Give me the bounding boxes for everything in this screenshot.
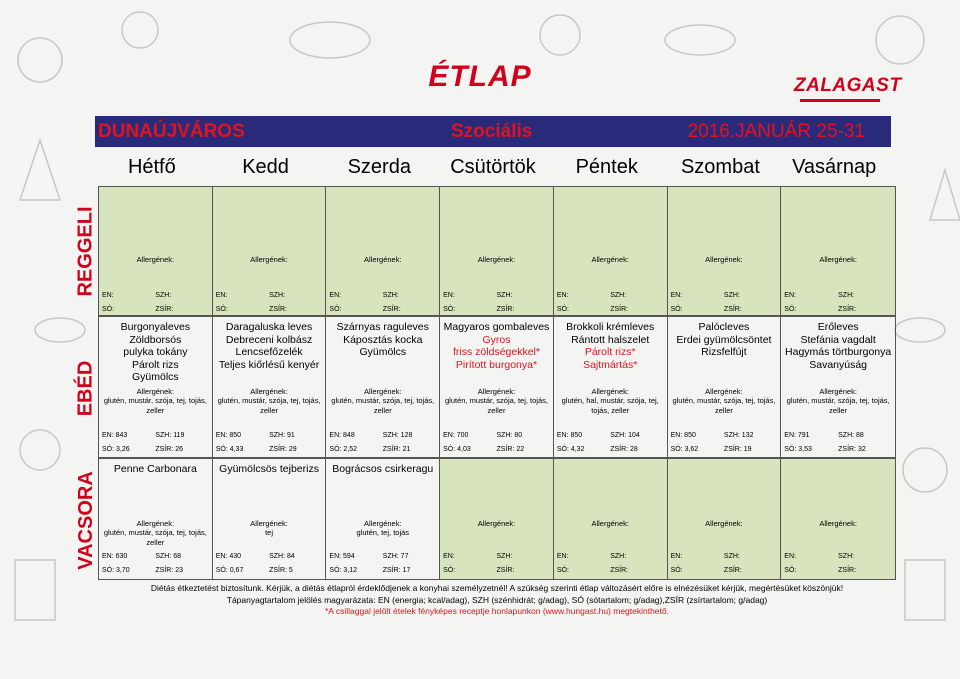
allergen-list: glutén, mustár, szója, tej, tojás, zeller: [445, 396, 548, 415]
nutrition-label: ZSÍR: 32: [838, 446, 866, 453]
allergen-label: Allergének:: [250, 519, 288, 528]
ebed-row: [98, 316, 896, 458]
nutrition-row: [443, 553, 550, 560]
nutrition-label: SZH: 84: [269, 553, 295, 560]
menu-cell: [554, 187, 668, 315]
nutrition-label: ZSÍR:: [838, 567, 857, 574]
nutrition-label: SÓ:: [443, 567, 456, 574]
menu-cell: [99, 317, 213, 457]
nutrition-label: SÓ: 0,67: [215, 567, 244, 574]
dish-line: Gyros: [482, 333, 511, 346]
nutrition-label: EN:: [102, 292, 114, 299]
nutrition-row: [784, 553, 892, 560]
nutrition-label: ZSÍR:: [838, 306, 857, 313]
nutrition-label: SÓ: 2,52: [329, 446, 358, 453]
allergen-list: glutén, mustár, szója, tej, tojás, zeller: [672, 396, 776, 415]
nutrition-label: SZH: 91: [269, 432, 295, 439]
nutrition-label: ZSÍR: 5: [269, 567, 293, 574]
nutrition-row: [443, 292, 550, 299]
allergen-label: Allergének:: [591, 387, 629, 396]
menu-cell: [668, 187, 782, 315]
nutrition-row: [443, 306, 550, 313]
footer-recipe-note: *A csillaggal jelölt ételek fényképes receptje honlapunkon (www.hungast.hu) megtekinthető.: [325, 606, 669, 616]
nutrition-label: SZH: 80: [496, 432, 523, 439]
nutrition-label: ZSÍR: 26: [155, 446, 183, 453]
nutrition-label: ZSÍR: 19: [723, 446, 752, 453]
menu-cell: [781, 187, 895, 315]
nutrition-label: ZSÍR: 23: [155, 567, 183, 574]
menu-cell: [781, 317, 895, 457]
reggeli-row: [98, 186, 896, 316]
dish-line: Káposztás kocka: [343, 333, 423, 346]
menu-cell: [213, 317, 327, 457]
dish-name: [213, 317, 326, 371]
dish-line: Erőleves: [817, 321, 859, 333]
menu-cell: [668, 459, 782, 579]
dish-line: Daragaluska leves: [225, 321, 313, 333]
nutrition-label: EN:: [556, 292, 569, 299]
allergen-label: Allergének:: [364, 255, 402, 264]
menu-cell: [326, 187, 440, 315]
nutrition-row: [784, 432, 892, 439]
nutrition-label: EN: 850: [556, 432, 583, 439]
nutrition-label: SÓ:: [784, 306, 797, 313]
nutrition-label: ZSÍR:: [382, 306, 401, 313]
nutrition-label: SZH:: [496, 292, 513, 299]
nutrition-label: SÓ:: [102, 306, 115, 313]
menu-cell: [554, 317, 668, 457]
dish-line: friss zöldségekkel*: [453, 346, 540, 358]
nutrition-label: SÓ:: [443, 306, 456, 313]
nutrition-label: EN: 630: [102, 553, 128, 560]
allergen-label: Allergének:: [705, 519, 743, 528]
nutrition-row: [557, 306, 664, 313]
nutrition-row: [216, 553, 323, 560]
nutrition-label: SÓ:: [329, 306, 342, 313]
nutrition-label: EN:: [443, 553, 455, 560]
nutrition-row: [216, 306, 323, 313]
nutrition-row: [443, 567, 550, 574]
nutrition-label: ZSÍR:: [723, 567, 742, 574]
nutrition-label: SZH:: [723, 553, 740, 560]
nutrition-label: EN: 791: [784, 432, 810, 439]
nutrition-label: EN: 850: [670, 432, 696, 439]
menu-cell: [326, 459, 440, 579]
allergen-label: Allergének:: [591, 255, 629, 264]
dish-line: Burgonyaleves: [120, 321, 191, 333]
nutrition-row: [671, 446, 778, 453]
nutrition-row: [443, 432, 550, 439]
nutrition-row: [557, 292, 664, 299]
nutrition-label: ZSÍR:: [496, 567, 515, 574]
nutrition-label: EN: 594: [329, 553, 355, 560]
section-label-ebed: EBÉD: [74, 360, 97, 416]
dish-name: [213, 459, 326, 476]
allergen-label: Allergének:: [250, 387, 288, 396]
allergen-label: Allergének:: [477, 519, 516, 528]
nutrition-label: ZSÍR: 21: [382, 446, 411, 453]
nutrition-row: [329, 306, 436, 313]
nutrition-label: SZH: 128: [382, 432, 413, 439]
nutrition-row: [557, 553, 664, 560]
nutrition-label: SÓ:: [670, 567, 683, 574]
nutrition-label: ZSÍR:: [723, 306, 742, 313]
dish-line: Stefánia vagdalt: [800, 333, 876, 346]
nutrition-label: SZH:: [610, 553, 627, 560]
nutrition-label: EN: 848: [329, 432, 355, 439]
menu-cell: [440, 187, 554, 315]
dish-line: Sajtmártás*: [583, 358, 638, 371]
nutrition-label: SZH: 88: [838, 432, 864, 439]
nutrition-label: SZH:: [838, 292, 855, 299]
nutrition-row: [671, 306, 778, 313]
nutrition-label: EN:: [215, 292, 228, 299]
nutrition-label: EN:: [784, 553, 796, 560]
nutrition-row: [443, 446, 550, 453]
section-label-vacsora: VACSORA: [74, 470, 97, 570]
day-header: Vasárnap: [792, 156, 877, 178]
vacsora-row: [98, 458, 896, 580]
day-header: Kedd: [242, 156, 289, 178]
nutrition-row: [784, 292, 892, 299]
nutrition-label: SZH:: [269, 292, 286, 299]
menu-cell: [440, 317, 554, 457]
dish-line: Gyümölcs: [359, 346, 407, 358]
dish-name: [99, 317, 212, 384]
nutrition-label: ZSÍR:: [610, 306, 629, 313]
nutrition-row: [671, 553, 778, 560]
menu-cell: [326, 317, 440, 457]
nutrition-label: ZSÍR:: [610, 567, 629, 574]
nutrition-label: ZSÍR:: [496, 306, 515, 313]
nutrition-label: SZH:: [723, 292, 740, 299]
allergen-list: glutén, hal, mustár, szója, tej, tojás, zeller: [561, 396, 659, 415]
dish-line: Gyümölcs: [132, 371, 179, 383]
dish-line: Debreceni kolbász: [225, 333, 313, 346]
nutrition-label: EN: 850: [215, 432, 241, 439]
menu-cell: [554, 459, 668, 579]
dish-line: Savanyúság: [809, 358, 868, 371]
city-label: DUNAÚJVÁROS: [98, 120, 245, 142]
nutrition-row: [216, 292, 323, 299]
allergen-list: tej: [265, 528, 274, 537]
dish-line: Párolt rizs: [132, 358, 179, 371]
section-label-reggeli: REGGELI: [74, 205, 97, 297]
nutrition-label: EN:: [556, 553, 569, 560]
nutrition-row: [557, 432, 664, 439]
allergen-label: Allergének:: [364, 387, 402, 396]
allergen-label: Allergének:: [705, 387, 743, 396]
dish-line: Zöldborsós: [129, 333, 182, 346]
day-header: Szerda: [347, 156, 411, 178]
nutrition-label: SÓ: 3,26: [102, 446, 130, 453]
nutrition-label: EN:: [329, 292, 342, 299]
dish-line: Hagymás törtburgonya: [785, 346, 892, 358]
nutrition-label: SÓ:: [670, 306, 683, 313]
dish-line: Párolt rizs*: [584, 346, 636, 358]
allergen-label: Allergének:: [364, 519, 402, 528]
nutrition-row: [784, 446, 892, 453]
dish-name: [668, 317, 781, 359]
nutrition-row: [671, 432, 778, 439]
allergen-label: Allergének:: [477, 255, 516, 264]
nutrition-label: SZH:: [838, 553, 855, 560]
nutrition-row: [329, 446, 436, 453]
nutrition-label: SÓ: 3,62: [670, 446, 699, 453]
nutrition-label: ZSÍR:: [269, 306, 287, 313]
allergen-label: Allergének:: [250, 255, 288, 264]
nutrition-label: ZSÍR: 29: [269, 446, 297, 453]
nutrition-label: SZH:: [496, 553, 513, 560]
dish-line: Erdei gyümölcsöntet: [676, 333, 772, 346]
nutrition-label: EN:: [784, 292, 796, 299]
nutrition-row: [102, 306, 209, 313]
nutrition-row: [102, 292, 209, 299]
nutrition-row: [329, 567, 436, 574]
day-header: Hétfő: [127, 156, 176, 178]
nutrition-row: [671, 292, 778, 299]
nutrition-label: SZH: 77: [382, 553, 409, 560]
nutrition-label: ZSÍR: 28: [610, 446, 638, 453]
allergen-label: Allergének:: [819, 519, 857, 528]
nutrition-label: ZSÍR: 22: [496, 446, 525, 453]
dish-name: [99, 459, 212, 476]
nutrition-label: ZSÍR: 17: [382, 567, 411, 574]
menu-cell: [213, 459, 327, 579]
dish-line: Brokkoli krémleves: [566, 321, 655, 333]
nutrition-row: [216, 567, 323, 574]
allergen-list: glutén, mustár, szója, tej, tojás, zeller: [331, 396, 435, 415]
dish-line: Pirított burgonya*: [455, 358, 538, 371]
dish-line: Lencsefőzelék: [235, 346, 303, 358]
nutrition-row: [557, 446, 664, 453]
nutrition-label: ZSÍR:: [155, 306, 174, 313]
menu-cell: [213, 187, 327, 315]
allergen-label: Allergének:: [705, 255, 743, 264]
menu-cell: [99, 459, 213, 579]
period-label: 2016.JANUÁR 25-31: [687, 120, 865, 142]
dish-line: Palócleves: [698, 321, 750, 333]
dish-name: [326, 459, 439, 476]
allergen-list: glutén, tej, tojás: [356, 528, 410, 537]
nutrition-row: [557, 567, 664, 574]
nutrition-label: SÓ:: [556, 567, 569, 574]
nutrition-row: [102, 446, 209, 453]
footer-diet-note: Diétás étkeztetést biztosítunk. Kérjük, a diétás étlapról érdeklődjenek a konyhai személyzetnél! A szükség szerinti étlap változásért előre is elnézésüket kérjük, megértésüket köszönjük!: [150, 583, 844, 593]
nutrition-row: [102, 432, 209, 439]
nutrition-label: SZH: 132: [723, 432, 754, 439]
day-header: Csütörtök: [450, 156, 536, 178]
allergen-list: glutén, mustár, szója, tej, tojás, zeller: [217, 396, 321, 415]
nutrition-label: SÓ: 3,12: [329, 567, 358, 574]
dish-line: Teljes kiőrlésű kenyér: [218, 358, 320, 371]
nutrition-row: [784, 567, 892, 574]
nutrition-label: SZH:: [382, 292, 399, 299]
menu-cell: [99, 187, 213, 315]
nutrition-label: EN: 430: [215, 553, 241, 560]
allergen-list: glutén, mustár, szója, tej, tojás, zeller: [786, 396, 890, 415]
day-header: Szombat: [680, 156, 760, 178]
menu-cell: [668, 317, 782, 457]
nutrition-label: EN:: [670, 553, 683, 560]
day-header: Péntek: [575, 156, 638, 178]
nutrition-row: [329, 432, 436, 439]
dish-name: [440, 317, 553, 371]
allergen-label: Allergének:: [136, 387, 175, 396]
dish-line: Penne Carbonara: [113, 463, 197, 475]
dish-line: pulyka tokány: [123, 346, 188, 358]
nutrition-label: SÓ:: [784, 567, 797, 574]
dish-line: Rántott halszelet: [571, 333, 650, 346]
nutrition-label: SÓ:: [215, 306, 228, 313]
zalagast-logo: [794, 74, 902, 102]
allergen-label: Allergének:: [477, 387, 516, 396]
dish-line: Szárnyas raguleves: [336, 321, 429, 333]
nutrition-label: SZH: 119: [155, 432, 185, 439]
day-headers: [95, 150, 891, 184]
allergen-label: Allergének:: [136, 255, 175, 264]
dish-name: [554, 317, 667, 371]
nutrition-label: SÓ: 3,53: [784, 446, 812, 453]
nutrition-row: [329, 292, 436, 299]
nutrition-label: SZH: 68: [155, 553, 182, 560]
allergen-label: Allergének:: [819, 387, 857, 396]
dish-name: [781, 317, 895, 371]
nutrition-row: [784, 306, 892, 313]
allergen-label: Allergének:: [591, 519, 629, 528]
dish-line: Rizsfelfújt: [701, 346, 747, 358]
header-band: [95, 116, 891, 147]
nutrition-label: SZH:: [610, 292, 627, 299]
dish-line: Gyümölcsös tejberizs: [219, 463, 319, 475]
nutrition-row: [671, 567, 778, 574]
allergen-label: Allergének:: [136, 519, 175, 528]
nutrition-row: [216, 446, 323, 453]
footer-legend: Tápanyagtartalom jelölés magyarázata: EN (energia; kcal/adag), SZH (szénhidrát; g/adag), SÓ (sótartalom; g/adag),ZSÍR (zsírtartalom; g/adag): [226, 595, 768, 605]
nutrition-label: SÓ:: [556, 306, 569, 313]
nutrition-row: [102, 553, 209, 560]
allergen-label: Allergének:: [819, 255, 857, 264]
nutrition-label: SZH:: [155, 292, 172, 299]
nutrition-label: SÓ: 3,70: [102, 567, 130, 574]
nutrition-label: EN: 843: [102, 432, 128, 439]
menu-cell: [440, 459, 554, 579]
dish-name: [326, 317, 439, 359]
nutrition-label: EN: 700: [443, 432, 469, 439]
dish-line: Bográcsos csirkeragu: [332, 463, 434, 475]
category-label: Szociális: [451, 120, 533, 142]
allergen-list: glutén, mustár, szója, tej, tojás, zeller: [103, 396, 207, 415]
nutrition-row: [102, 567, 209, 574]
nutrition-row: [329, 553, 436, 560]
nutrition-label: SZH: 104: [610, 432, 640, 439]
nutrition-label: EN:: [443, 292, 455, 299]
nutrition-label: SÓ: 4,03: [443, 446, 471, 453]
dish-line: Magyaros gombaleves: [443, 321, 550, 333]
nutrition-label: SÓ: 4,32: [556, 446, 585, 453]
page-title: ÉTLAP: [428, 60, 532, 93]
menu-cell: [781, 459, 895, 579]
nutrition-row: [216, 432, 323, 439]
nutrition-label: EN:: [670, 292, 683, 299]
allergen-list: glutén, mustár, szója, tej, tojás, zeller: [103, 528, 207, 547]
logo-text: ZALAGAST: [794, 75, 902, 96]
nutrition-label: SÓ: 4,33: [215, 446, 244, 453]
